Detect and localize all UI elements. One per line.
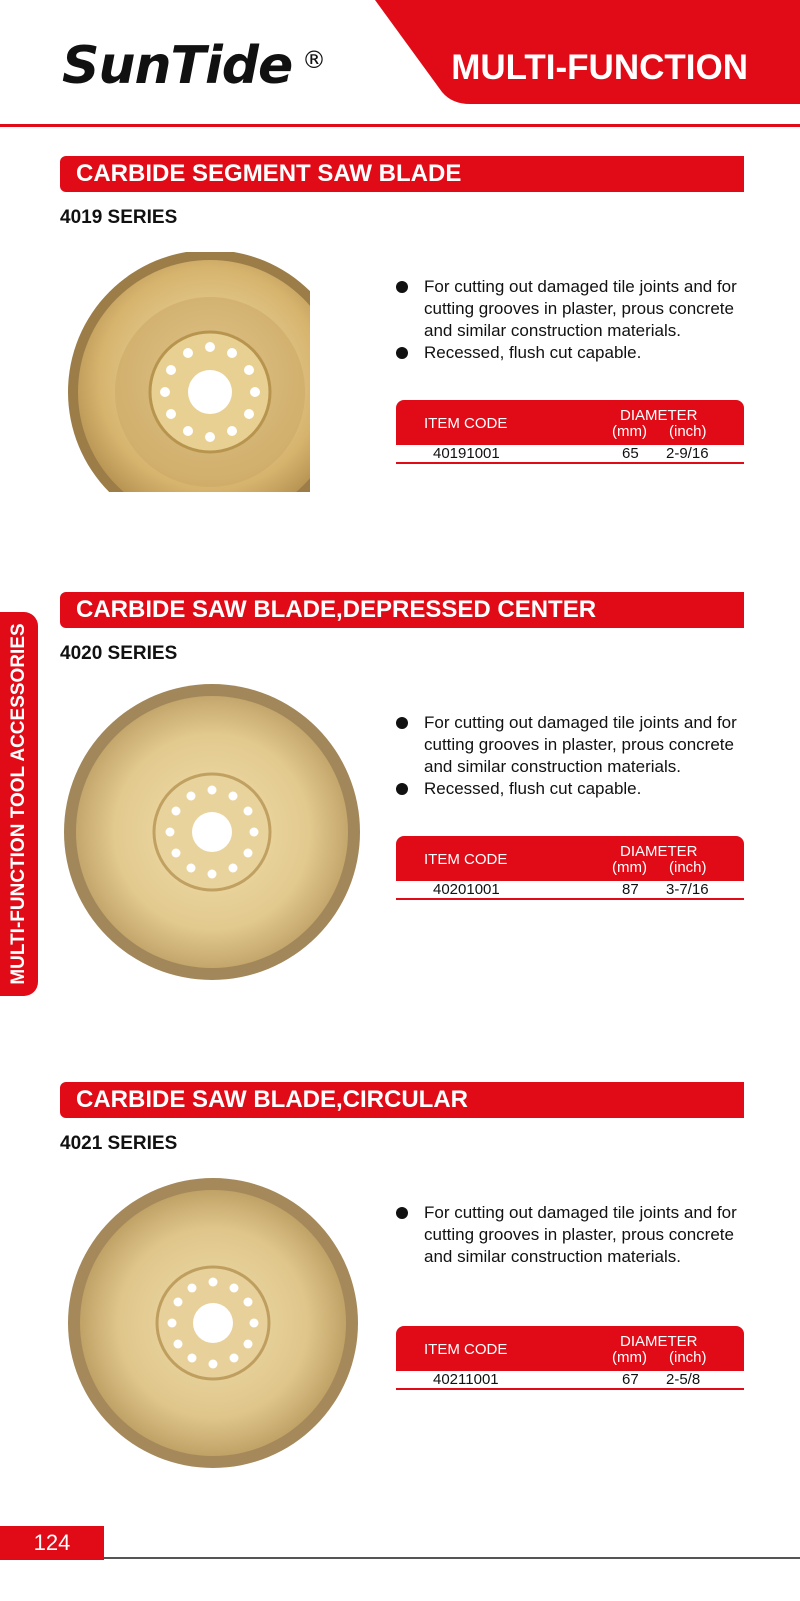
col-diameter: DIAMETER [620, 407, 698, 424]
circular-blade-image [66, 1176, 360, 1470]
footer-divider [104, 1557, 800, 1559]
col-mm: (mm) [612, 423, 647, 440]
col-inch: (inch) [669, 859, 707, 876]
section-title: CARBIDE SEGMENT SAW BLADE [60, 156, 744, 192]
bullet-icon [396, 281, 408, 293]
page-number: 124 [0, 1526, 104, 1560]
col-mm: (mm) [612, 859, 647, 876]
inch-cell: 3-7/16 [666, 881, 709, 898]
header-title: MULTI-FUNCTION [451, 48, 748, 87]
feature-item: For cutting out damaged tile joints and for cutting grooves in plaster, prous concrete and similar construction materials. [392, 712, 752, 778]
series-label: 4019 SERIES [60, 207, 178, 228]
inch-cell: 2-5/8 [666, 1371, 701, 1388]
header-divider [0, 124, 800, 127]
bullet-icon [396, 783, 408, 795]
page-header [0, 0, 800, 130]
bullet-icon [396, 347, 408, 359]
section-title: CARBIDE SAW BLADE,DEPRESSED CENTER [60, 592, 744, 628]
side-category-tab [0, 612, 38, 996]
item-code-cell: 40211001 [433, 1371, 499, 1388]
feature-list [392, 712, 752, 800]
spec-table-header [396, 836, 744, 881]
spec-table [396, 836, 744, 900]
inch-cell: 2-9/16 [666, 445, 709, 462]
col-item-code: ITEM CODE [424, 851, 508, 868]
col-diameter: DIAMETER [620, 843, 698, 860]
mm-cell: 87 [622, 881, 639, 898]
spec-table-header [396, 400, 744, 445]
feature-item: For cutting out damaged tile joints and for cutting grooves in plaster, prous concrete and similar construction materials. [392, 1202, 752, 1268]
mm-cell: 65 [622, 445, 639, 462]
table-row [396, 1371, 744, 1390]
segment-blade-image [60, 252, 350, 492]
bullet-icon [396, 717, 408, 729]
spec-table [396, 1326, 744, 1390]
col-mm: (mm) [612, 1349, 647, 1366]
registered-mark: ® [302, 46, 326, 74]
mm-cell: 67 [622, 1371, 639, 1388]
feature-list [392, 1202, 752, 1268]
feature-item: Recessed, flush cut capable. [392, 342, 752, 364]
item-code-cell: 40191001 [433, 445, 500, 462]
bullet-icon [396, 1207, 408, 1219]
col-inch: (inch) [669, 1349, 707, 1366]
item-code-cell: 40201001 [433, 881, 500, 898]
section-title: CARBIDE SAW BLADE,CIRCULAR [60, 1082, 744, 1118]
spec-table [396, 400, 744, 464]
table-row [396, 445, 744, 464]
series-label: 4020 SERIES [60, 643, 178, 664]
spec-table-header [396, 1326, 744, 1371]
feature-item: Recessed, flush cut capable. [392, 778, 752, 800]
col-diameter: DIAMETER [620, 1333, 698, 1350]
brand-logo: SunTide [62, 36, 293, 96]
side-tab-label: MULTI-FUNCTION TOOL ACCESSORIES [8, 623, 29, 985]
feature-item: For cutting out damaged tile joints and for cutting grooves in plaster, prous concrete and similar construction materials. [392, 276, 752, 342]
col-item-code: ITEM CODE [424, 1341, 508, 1358]
depressed-center-blade-image [62, 682, 362, 982]
table-row [396, 881, 744, 900]
feature-list [392, 276, 752, 364]
series-label: 4021 SERIES [60, 1133, 178, 1154]
col-inch: (inch) [669, 423, 707, 440]
col-item-code: ITEM CODE [424, 415, 508, 432]
